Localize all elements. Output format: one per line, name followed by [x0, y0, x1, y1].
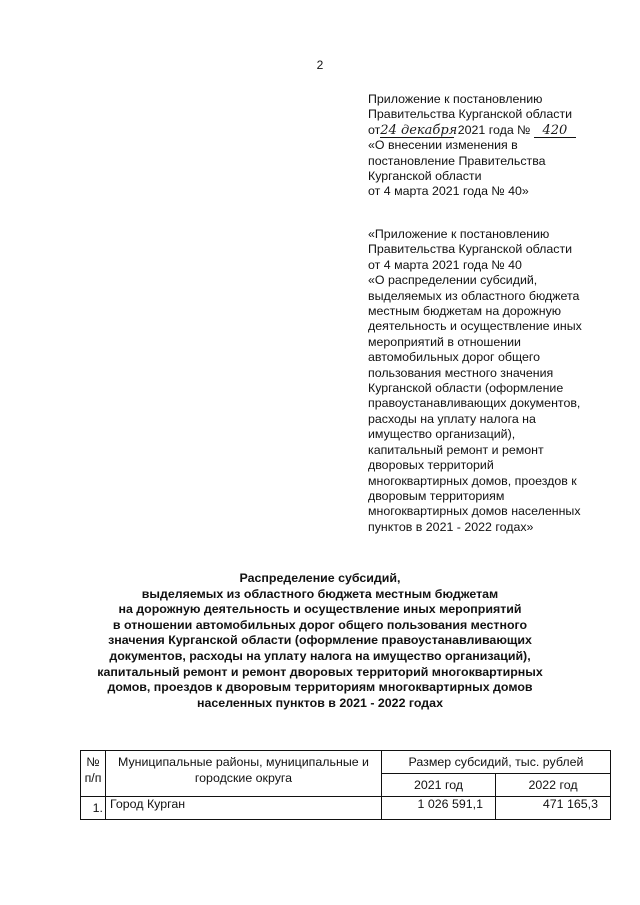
- row-value-2022: 471 165,3: [496, 797, 611, 820]
- appendix-line: многоквартирных домов населенных: [368, 504, 581, 519]
- row-number: 1.: [81, 797, 106, 820]
- heading-line: домов, проездов к дворовым территориям многоквартирных домов: [107, 680, 533, 695]
- heading-line: выделяемых из областного бюджета местным бюджетам: [141, 586, 499, 601]
- appendix-line: местным бюджетам на дорожную: [368, 304, 562, 319]
- page-number: 2: [316, 58, 324, 72]
- subsidy-table: [80, 750, 611, 820]
- appendix-header: [368, 92, 630, 200]
- appendix-line: автомобильных дорог общего: [368, 350, 541, 365]
- heading-line: значения Курганской области (оформление правоустанавливающих: [108, 633, 532, 648]
- appendix-date-line: [368, 123, 630, 138]
- appendix-line: деятельность и осуществление иных: [368, 319, 582, 334]
- appendix-line: имущество организаций),: [368, 427, 516, 442]
- appendix-line: от 4 марта 2021 года № 40»: [368, 184, 529, 199]
- appendix-line: Курганской области: [368, 169, 482, 184]
- header-subsidy-size: Размер субсидий, тыс. рублей: [382, 751, 611, 774]
- appendix-line: Курганской области (оформление: [368, 381, 564, 396]
- appendix-line: мероприятий в отношении: [368, 334, 521, 349]
- heading-line: на дорожную деятельность и осуществление иных мероприятий: [118, 602, 522, 617]
- document-heading: [70, 571, 570, 711]
- appendix-line: правоустанавливающих документов,: [368, 396, 581, 411]
- appendix-line: пользования местного значения: [368, 365, 554, 380]
- appendix-line: дворовым территориям: [368, 488, 505, 503]
- appendix-line: расходы на уплату налога на: [368, 411, 536, 426]
- appendix-line: от 4 марта 2021 года № 40: [368, 257, 522, 272]
- handwritten-number: 420: [534, 124, 576, 138]
- heading-line: Распределение субсидий,: [239, 571, 401, 585]
- heading-line: населенных пунктов в 2021 - 2022 годах: [197, 695, 443, 710]
- heading-line: в отношении автомобильных дорог общего пользования местного: [112, 617, 528, 632]
- date-middle: 2021 года №: [457, 122, 531, 137]
- appendix-line: Правительства Курганской области: [368, 242, 573, 257]
- heading-line: документов, расходы на уплату налога на имущество организаций),: [109, 648, 531, 663]
- appendix-line: Правительства Курганской области: [368, 107, 573, 122]
- appendix-line: выделяемых из областного бюджета: [368, 288, 580, 303]
- heading-line: капитальный ремонт и ремонт дворовых территорий многоквартирных: [97, 664, 543, 679]
- header-year-2021: 2021 год: [382, 774, 496, 797]
- header-number: № п/п: [81, 751, 106, 797]
- handwritten-date: 24 декабря: [380, 122, 458, 138]
- appendix-line: «О распределении субсидий,: [368, 273, 538, 288]
- appendix-line: капитальный ремонт и ремонт: [368, 442, 544, 457]
- appendix-quote: [368, 227, 630, 535]
- appendix-line: многоквартирных домов, проездов к: [368, 473, 577, 488]
- table-row: [81, 797, 611, 820]
- date-prefix: от: [368, 122, 381, 137]
- appendix-line: пунктов в 2021 - 2022 годах»: [368, 519, 534, 534]
- appendix-line: «Приложение к постановлению: [368, 227, 550, 241]
- header-year-2022: 2022 год: [496, 774, 611, 797]
- row-value-2021: 1 026 591,1: [382, 797, 496, 820]
- row-municipality: Город Курган: [106, 797, 382, 820]
- appendix-line: постановление Правительства: [368, 153, 546, 168]
- appendix-line: Приложение к постановлению: [368, 92, 543, 106]
- header-municipality: Муниципальные районы, муниципальные и городские округа: [106, 751, 382, 797]
- appendix-line: дворовых территорий: [368, 458, 494, 473]
- appendix-line: «О внесении изменения в: [368, 138, 518, 153]
